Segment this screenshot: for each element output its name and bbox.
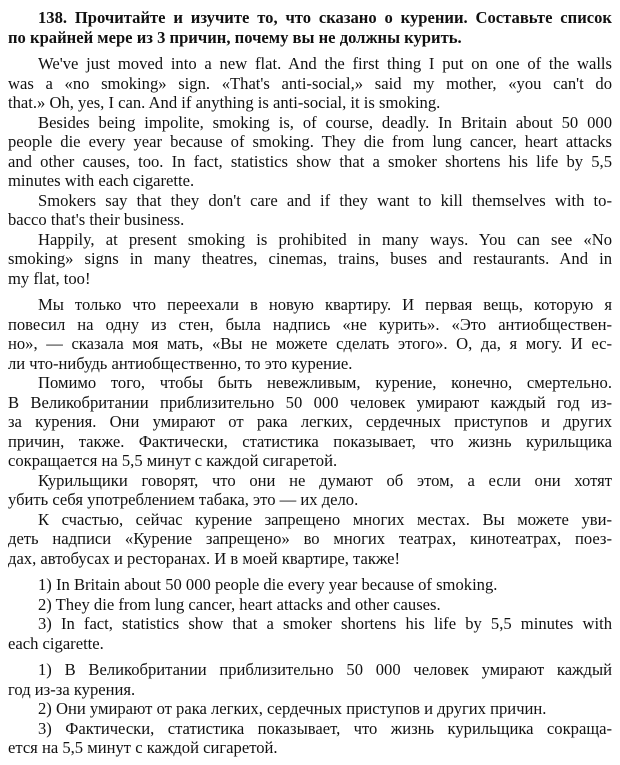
text-line: Happily, at present smoking is prohibited in many ways. You can see «No — [38, 229, 612, 249]
text-line: my flat, too! — [8, 268, 91, 288]
text-line: 2) Они умирают от рака легких, сердечных приступов и других причин. — [38, 699, 547, 718]
paragraph — [8, 719, 612, 758]
text-line: Мы только что переехали в новую квартиру. И первая вещь, которую я — [38, 295, 612, 314]
text-line: Помимо того, чтобы быть невежливым, курение, конечно, смертельно. — [38, 373, 612, 392]
text-line: В Великобритании приблизительно 50 000 человек умирают каждый год из- — [8, 392, 612, 412]
text-line: дах, автобусах и ресторанах. И в моей квартире, также! — [8, 548, 401, 568]
english-text-section — [8, 54, 612, 288]
text-line: 1) В Великобритании приблизительно 50 000 человек умирают каждый — [38, 660, 612, 679]
text-line: убить себя употреблением табака, это — их дело. — [8, 490, 359, 509]
text-line: each cigarette. — [8, 633, 104, 653]
text-line: 3) In fact, statistics show that a smoker shortens his life by 5,5 minutes with — [38, 614, 612, 633]
text-line: ли что-нибудь антиобщественно, то это курение. — [8, 353, 353, 373]
paragraph — [8, 510, 612, 569]
paragraph — [8, 471, 612, 510]
text-line: that.» Oh, yes, I can. And if anything is anti-social, it is smoking. — [8, 93, 441, 112]
paragraph — [8, 295, 612, 373]
paragraph — [8, 373, 612, 471]
text-line: повесил на одну из стен, была надпись «не курить». «Это антиобществен- — [8, 314, 612, 334]
heading-line: 138. Прочитайте и изучите то, что сказано о курении. Составьте список — [38, 8, 612, 27]
paragraph — [8, 660, 612, 699]
heading-line: по крайней мере из 3 причин, почему вы не должны курить. — [8, 27, 462, 47]
paragraph — [8, 699, 612, 719]
paragraph — [8, 595, 612, 615]
text-line: ется на 5,5 минут с каждой сигаретой. — [8, 738, 278, 757]
russian-reasons-section — [8, 660, 612, 758]
paragraph — [8, 113, 612, 191]
text-line: сокращается на 5,5 минут с каждой сигаретой. — [8, 451, 338, 470]
text-line: 3) Фактически, статистика показывает, что жизнь курильщика сокраща- — [38, 718, 612, 738]
text-line: год из-за курения. — [8, 679, 136, 699]
document-page — [8, 8, 612, 765]
text-line: smoking» signs in many theatres, cinemas, trains, buses and restaurants. And in — [8, 249, 612, 268]
paragraph — [8, 230, 612, 289]
text-line: 2) They die from lung cancer, heart attacks and other causes. — [38, 594, 441, 614]
text-line: bacco that's their business. — [8, 210, 185, 229]
text-line: деть надписи «Курение запрещено» во многих театрах, кинотеатрах, поез- — [8, 529, 612, 548]
paragraph — [8, 191, 612, 230]
text-line: 1) In Britain about 50 000 people die every year because of smoking. — [38, 575, 498, 594]
text-line: people die every year because of smoking. They die from lung cancer, heart attacks — [8, 132, 612, 151]
text-line: Курильщики говорят, что они не думают об этом, а если они хотят — [38, 470, 612, 490]
english-reasons-section — [8, 575, 612, 653]
paragraph — [8, 54, 612, 113]
text-line: Besides being impolite, smoking is, of course, deadly. In Britain about 50 000 — [38, 112, 612, 132]
text-line: Smokers say that they don't care and if they want to kill themselves with to- — [38, 190, 612, 210]
paragraph — [8, 575, 612, 595]
exercise-heading — [8, 8, 612, 47]
text-line: and other causes, too. In fact, statistics show that a smoker shortens his life by 5,5 — [8, 151, 612, 171]
text-line: причин, также. Фактически, статистика показывает, что жизнь курильщика — [8, 431, 612, 451]
text-line: We've just moved into a new flat. And the first thing I put on one of the walls — [38, 54, 612, 73]
text-line: minutes with each cigarette. — [8, 171, 195, 190]
russian-translation-section — [8, 295, 612, 568]
text-line: was a «no smoking» sign. «That's anti-social,» said my mother, «you can't do — [8, 73, 612, 93]
text-line: за курения. Они умирают от рака легких, сердечных приступов и других — [8, 412, 612, 431]
paragraph — [8, 614, 612, 653]
text-line: К счастью, сейчас курение запрещено многих местах. Вы можете уви- — [38, 509, 612, 529]
text-line: но», — сказала моя мать, «Вы не можете сделать этого». О, да, я могу. И ес- — [8, 334, 612, 353]
